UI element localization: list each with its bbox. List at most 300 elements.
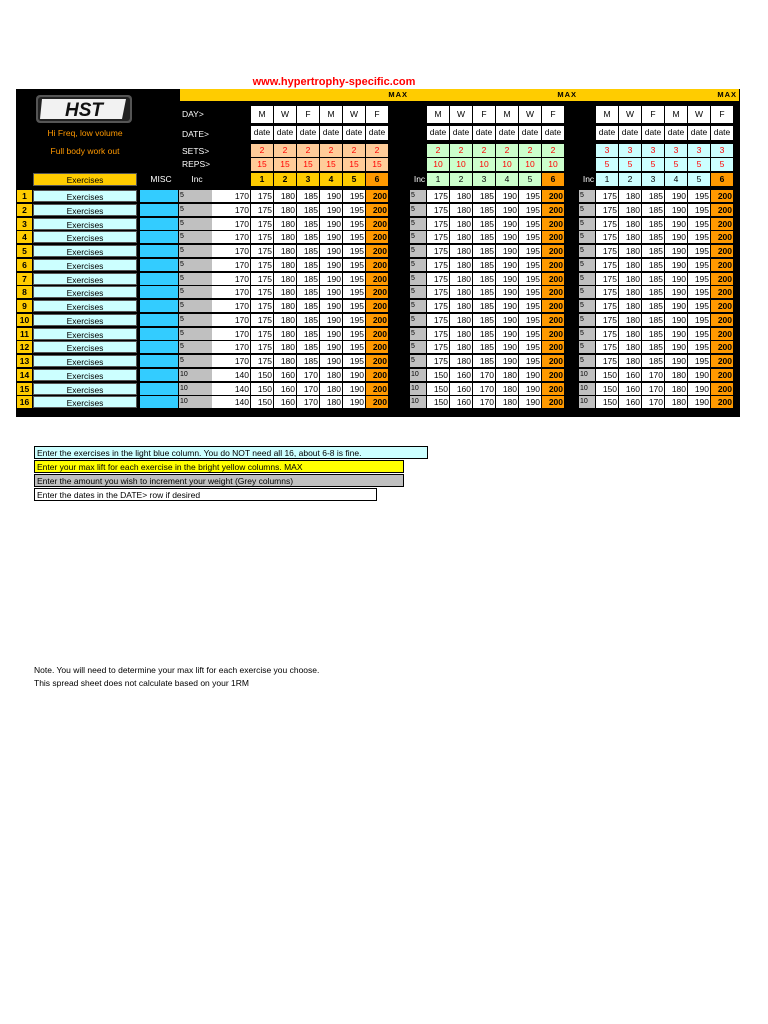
weight-cell-block-3[interactable]: 200 bbox=[711, 369, 733, 381]
weight-cell-block-2[interactable]: 175 bbox=[427, 204, 449, 216]
misc-cell[interactable] bbox=[140, 383, 178, 395]
weight-cell[interactable]: 185 bbox=[297, 259, 319, 271]
weight-cell-block-3[interactable]: 175 bbox=[596, 328, 618, 340]
exercise-name-cell[interactable]: Exercises bbox=[33, 328, 137, 340]
weight-cell-block-2[interactable]: 200 bbox=[542, 204, 564, 216]
weight-cell-block-2[interactable]: 190 bbox=[496, 300, 518, 312]
weight-cell-block-3[interactable]: 185 bbox=[642, 259, 664, 271]
weight-cell[interactable]: 185 bbox=[297, 204, 319, 216]
weight-cell-block-3[interactable]: 175 bbox=[596, 273, 618, 285]
weight-cell-block-2[interactable]: 160 bbox=[450, 383, 472, 395]
weight-cell-block-2[interactable]: 185 bbox=[473, 273, 495, 285]
increment-cell[interactable]: 5 bbox=[179, 341, 212, 353]
reps-cell[interactable]: 15 bbox=[343, 158, 365, 171]
weight-cell-block-2[interactable]: 195 bbox=[519, 190, 541, 202]
weight-cell-block-3[interactable]: 180 bbox=[619, 286, 641, 298]
date-cell[interactable]: date bbox=[297, 126, 319, 140]
weight-cell-block-2[interactable]: 180 bbox=[450, 355, 472, 367]
misc-cell[interactable] bbox=[140, 286, 178, 298]
weight-cell-block-2[interactable]: 150 bbox=[427, 369, 449, 381]
increment-cell[interactable]: 5 bbox=[179, 245, 212, 257]
weight-cell-block-3[interactable]: 175 bbox=[596, 286, 618, 298]
sets-cell[interactable]: 2 bbox=[450, 144, 472, 157]
weight-cell-block-3[interactable]: 175 bbox=[596, 341, 618, 353]
weight-cell-block-2[interactable]: 185 bbox=[473, 328, 495, 340]
weight-cell-block-3[interactable]: 195 bbox=[688, 190, 710, 202]
misc-cell[interactable] bbox=[140, 341, 178, 353]
increment-cell[interactable]: 10 bbox=[179, 396, 212, 408]
weight-cell-block-2[interactable]: 190 bbox=[496, 245, 518, 257]
misc-cell[interactable] bbox=[140, 396, 178, 408]
weight-cell-block-3[interactable]: 170 bbox=[642, 396, 664, 408]
weight-cell-block-2[interactable]: 170 bbox=[473, 396, 495, 408]
weight-cell[interactable]: 175 bbox=[251, 231, 273, 243]
weight-cell-block-2[interactable]: 185 bbox=[473, 190, 495, 202]
weight-cell-block-3[interactable]: 195 bbox=[688, 314, 710, 326]
increment-cell-block-3[interactable]: 10 bbox=[579, 396, 595, 408]
exercise-name-cell[interactable]: Exercises bbox=[33, 383, 137, 395]
increment-cell-block-2[interactable]: 5 bbox=[410, 245, 426, 257]
date-cell[interactable]: date bbox=[450, 126, 472, 140]
date-cell[interactable]: date bbox=[519, 126, 541, 140]
weight-cell-block-2[interactable]: 195 bbox=[519, 218, 541, 230]
weight-cell[interactable]: 195 bbox=[343, 286, 365, 298]
weight-cell[interactable]: 160 bbox=[274, 383, 296, 395]
weight-cell-block-2[interactable]: 180 bbox=[450, 328, 472, 340]
reps-cell[interactable]: 10 bbox=[542, 158, 564, 171]
weight-cell-block-3[interactable]: 150 bbox=[596, 369, 618, 381]
weight-cell[interactable]: 140 bbox=[212, 396, 250, 408]
weight-cell-block-3[interactable]: 180 bbox=[665, 383, 687, 395]
increment-cell-block-2[interactable]: 5 bbox=[410, 190, 426, 202]
weight-cell-block-3[interactable]: 200 bbox=[711, 300, 733, 312]
weight-cell-block-2[interactable]: 200 bbox=[542, 314, 564, 326]
weight-cell-block-2[interactable]: 185 bbox=[473, 341, 495, 353]
increment-cell-block-3[interactable]: 5 bbox=[579, 341, 595, 353]
weight-cell-block-2[interactable]: 180 bbox=[450, 190, 472, 202]
weight-cell[interactable]: 195 bbox=[343, 300, 365, 312]
reps-cell[interactable]: 10 bbox=[519, 158, 541, 171]
increment-cell[interactable]: 5 bbox=[179, 328, 212, 340]
reps-cell[interactable]: 5 bbox=[619, 158, 641, 171]
increment-cell-block-2[interactable]: 5 bbox=[410, 328, 426, 340]
weight-cell-block-3[interactable]: 195 bbox=[688, 286, 710, 298]
sets-cell[interactable]: 3 bbox=[665, 144, 687, 157]
increment-cell-block-3[interactable]: 5 bbox=[579, 245, 595, 257]
weight-cell[interactable]: 185 bbox=[297, 314, 319, 326]
weight-cell-block-2[interactable]: 190 bbox=[496, 355, 518, 367]
weight-cell[interactable]: 180 bbox=[274, 314, 296, 326]
weight-cell[interactable]: 190 bbox=[320, 218, 342, 230]
weight-cell-block-2[interactable]: 200 bbox=[542, 300, 564, 312]
weight-cell-block-2[interactable]: 170 bbox=[473, 383, 495, 395]
weight-cell-block-3[interactable]: 200 bbox=[711, 341, 733, 353]
increment-cell[interactable]: 5 bbox=[179, 204, 212, 216]
increment-cell-block-3[interactable]: 5 bbox=[579, 273, 595, 285]
weight-cell[interactable]: 185 bbox=[297, 355, 319, 367]
weight-cell-block-3[interactable]: 185 bbox=[642, 286, 664, 298]
weight-cell-block-2[interactable]: 180 bbox=[450, 273, 472, 285]
weight-cell[interactable]: 140 bbox=[212, 383, 250, 395]
weight-cell-block-2[interactable]: 190 bbox=[496, 259, 518, 271]
reps-cell[interactable]: 15 bbox=[274, 158, 296, 171]
weight-cell-block-3[interactable]: 190 bbox=[665, 328, 687, 340]
sets-cell[interactable]: 3 bbox=[596, 144, 618, 157]
increment-cell-block-2[interactable]: 5 bbox=[410, 218, 426, 230]
weight-cell-block-2[interactable]: 175 bbox=[427, 190, 449, 202]
weight-cell[interactable]: 185 bbox=[297, 218, 319, 230]
weight-cell-block-3[interactable]: 150 bbox=[596, 383, 618, 395]
increment-cell-block-3[interactable]: 10 bbox=[579, 369, 595, 381]
reps-cell[interactable]: 5 bbox=[642, 158, 664, 171]
weight-cell[interactable]: 190 bbox=[320, 300, 342, 312]
weight-cell-block-2[interactable]: 175 bbox=[427, 218, 449, 230]
weight-cell-block-2[interactable]: 175 bbox=[427, 286, 449, 298]
weight-cell-block-3[interactable]: 185 bbox=[642, 300, 664, 312]
weight-cell[interactable]: 175 bbox=[251, 300, 273, 312]
weight-cell-block-2[interactable]: 190 bbox=[496, 328, 518, 340]
weight-cell-block-3[interactable]: 190 bbox=[665, 245, 687, 257]
weight-cell-block-2[interactable]: 200 bbox=[542, 355, 564, 367]
exercise-name-cell[interactable]: Exercises bbox=[33, 341, 137, 353]
weight-cell[interactable]: 175 bbox=[251, 328, 273, 340]
reps-cell[interactable]: 5 bbox=[711, 158, 733, 171]
weight-cell[interactable]: 200 bbox=[366, 341, 388, 353]
weight-cell-block-3[interactable]: 185 bbox=[642, 245, 664, 257]
increment-cell-block-3[interactable]: 5 bbox=[579, 190, 595, 202]
weight-cell-block-2[interactable]: 180 bbox=[450, 218, 472, 230]
weight-cell[interactable]: 185 bbox=[297, 190, 319, 202]
weight-cell[interactable]: 150 bbox=[251, 383, 273, 395]
weight-cell-block-3[interactable]: 170 bbox=[642, 383, 664, 395]
exercise-name-cell[interactable]: Exercises bbox=[33, 369, 137, 381]
exercise-name-cell[interactable]: Exercises bbox=[33, 355, 137, 367]
weight-cell[interactable]: 185 bbox=[297, 273, 319, 285]
weight-cell-block-3[interactable]: 195 bbox=[688, 273, 710, 285]
weight-cell-block-2[interactable]: 200 bbox=[542, 231, 564, 243]
weight-cell[interactable]: 170 bbox=[212, 328, 250, 340]
weight-cell-block-3[interactable]: 175 bbox=[596, 231, 618, 243]
weight-cell-block-2[interactable]: 185 bbox=[473, 355, 495, 367]
exercise-name-cell[interactable]: Exercises bbox=[33, 259, 137, 271]
increment-cell-block-2[interactable]: 10 bbox=[410, 369, 426, 381]
weight-cell-block-2[interactable]: 195 bbox=[519, 245, 541, 257]
weight-cell[interactable]: 195 bbox=[343, 231, 365, 243]
misc-cell[interactable] bbox=[140, 273, 178, 285]
reps-cell[interactable]: 10 bbox=[427, 158, 449, 171]
misc-cell[interactable] bbox=[140, 245, 178, 257]
weight-cell-block-3[interactable]: 175 bbox=[596, 314, 618, 326]
weight-cell-block-3[interactable]: 185 bbox=[642, 355, 664, 367]
weight-cell-block-3[interactable]: 170 bbox=[642, 369, 664, 381]
weight-cell-block-2[interactable]: 200 bbox=[542, 369, 564, 381]
weight-cell-block-3[interactable]: 190 bbox=[665, 355, 687, 367]
weight-cell-block-3[interactable]: 190 bbox=[665, 204, 687, 216]
weight-cell-block-2[interactable]: 200 bbox=[542, 286, 564, 298]
weight-cell[interactable]: 180 bbox=[274, 190, 296, 202]
sets-cell[interactable]: 3 bbox=[688, 144, 710, 157]
weight-cell-block-2[interactable]: 185 bbox=[473, 259, 495, 271]
weight-cell-block-3[interactable]: 185 bbox=[642, 190, 664, 202]
weight-cell-block-3[interactable]: 200 bbox=[711, 383, 733, 395]
weight-cell[interactable]: 170 bbox=[212, 341, 250, 353]
weight-cell[interactable]: 175 bbox=[251, 204, 273, 216]
exercise-name-cell[interactable]: Exercises bbox=[33, 286, 137, 298]
reps-cell[interactable]: 10 bbox=[473, 158, 495, 171]
weight-cell-block-3[interactable]: 185 bbox=[642, 204, 664, 216]
weight-cell-block-2[interactable]: 200 bbox=[542, 259, 564, 271]
weight-cell-block-3[interactable]: 190 bbox=[665, 286, 687, 298]
reps-cell[interactable]: 10 bbox=[450, 158, 472, 171]
weight-cell[interactable]: 150 bbox=[251, 396, 273, 408]
date-cell[interactable]: date bbox=[619, 126, 641, 140]
increment-cell-block-2[interactable]: 5 bbox=[410, 300, 426, 312]
date-cell[interactable]: date bbox=[343, 126, 365, 140]
increment-cell-block-3[interactable]: 5 bbox=[579, 286, 595, 298]
weight-cell-block-2[interactable]: 195 bbox=[519, 328, 541, 340]
date-cell[interactable]: date bbox=[473, 126, 495, 140]
weight-cell-block-2[interactable]: 175 bbox=[427, 328, 449, 340]
increment-cell-block-3[interactable]: 5 bbox=[579, 259, 595, 271]
weight-cell[interactable]: 180 bbox=[274, 341, 296, 353]
weight-cell[interactable]: 190 bbox=[343, 396, 365, 408]
weight-cell-block-2[interactable]: 175 bbox=[427, 300, 449, 312]
weight-cell[interactable]: 140 bbox=[212, 369, 250, 381]
reps-cell[interactable]: 15 bbox=[251, 158, 273, 171]
weight-cell-block-3[interactable]: 185 bbox=[642, 231, 664, 243]
weight-cell-block-2[interactable]: 195 bbox=[519, 286, 541, 298]
weight-cell[interactable]: 195 bbox=[343, 245, 365, 257]
weight-cell-block-2[interactable]: 175 bbox=[427, 231, 449, 243]
weight-cell-block-3[interactable]: 180 bbox=[619, 300, 641, 312]
misc-cell[interactable] bbox=[140, 231, 178, 243]
weight-cell[interactable]: 170 bbox=[212, 273, 250, 285]
weight-cell[interactable]: 200 bbox=[366, 273, 388, 285]
increment-cell-block-3[interactable]: 5 bbox=[579, 328, 595, 340]
weight-cell-block-3[interactable]: 185 bbox=[642, 314, 664, 326]
weight-cell-block-3[interactable]: 185 bbox=[642, 341, 664, 353]
date-cell[interactable]: date bbox=[251, 126, 273, 140]
weight-cell-block-2[interactable]: 160 bbox=[450, 396, 472, 408]
weight-cell-block-3[interactable]: 185 bbox=[642, 273, 664, 285]
weight-cell[interactable]: 195 bbox=[343, 218, 365, 230]
misc-cell[interactable] bbox=[140, 204, 178, 216]
weight-cell-block-2[interactable]: 195 bbox=[519, 314, 541, 326]
weight-cell-block-3[interactable]: 180 bbox=[665, 369, 687, 381]
sets-cell[interactable]: 2 bbox=[251, 144, 273, 157]
weight-cell-block-3[interactable]: 200 bbox=[711, 190, 733, 202]
weight-cell-block-3[interactable]: 160 bbox=[619, 383, 641, 395]
weight-cell-block-3[interactable]: 190 bbox=[665, 300, 687, 312]
date-cell[interactable]: date bbox=[366, 126, 388, 140]
weight-cell-block-3[interactable]: 185 bbox=[642, 328, 664, 340]
weight-cell-block-2[interactable]: 190 bbox=[496, 231, 518, 243]
weight-cell[interactable]: 200 bbox=[366, 314, 388, 326]
exercise-name-cell[interactable]: Exercises bbox=[33, 273, 137, 285]
increment-cell[interactable]: 5 bbox=[179, 273, 212, 285]
weight-cell-block-3[interactable]: 175 bbox=[596, 355, 618, 367]
site-url[interactable]: www.hypertrophy-specific.com bbox=[252, 76, 416, 88]
weight-cell-block-2[interactable]: 190 bbox=[496, 204, 518, 216]
date-cell[interactable]: date bbox=[711, 126, 733, 140]
weight-cell-block-2[interactable]: 190 bbox=[496, 273, 518, 285]
increment-cell-block-2[interactable]: 5 bbox=[410, 314, 426, 326]
weight-cell-block-3[interactable]: 175 bbox=[596, 300, 618, 312]
weight-cell[interactable]: 185 bbox=[297, 286, 319, 298]
sets-cell[interactable]: 2 bbox=[542, 144, 564, 157]
misc-cell[interactable] bbox=[140, 300, 178, 312]
exercise-name-cell[interactable]: Exercises bbox=[33, 314, 137, 326]
weight-cell-block-3[interactable]: 180 bbox=[619, 355, 641, 367]
weight-cell-block-2[interactable]: 190 bbox=[519, 369, 541, 381]
weight-cell-block-2[interactable]: 175 bbox=[427, 314, 449, 326]
date-cell[interactable]: date bbox=[596, 126, 618, 140]
weight-cell[interactable]: 195 bbox=[343, 190, 365, 202]
reps-cell[interactable]: 10 bbox=[496, 158, 518, 171]
weight-cell-block-3[interactable]: 175 bbox=[596, 245, 618, 257]
weight-cell-block-2[interactable]: 185 bbox=[473, 204, 495, 216]
weight-cell[interactable]: 195 bbox=[343, 314, 365, 326]
weight-cell-block-2[interactable]: 190 bbox=[519, 383, 541, 395]
date-cell[interactable]: date bbox=[665, 126, 687, 140]
weight-cell[interactable]: 180 bbox=[320, 383, 342, 395]
weight-cell[interactable]: 180 bbox=[274, 259, 296, 271]
weight-cell-block-2[interactable]: 195 bbox=[519, 355, 541, 367]
weight-cell[interactable]: 190 bbox=[320, 259, 342, 271]
weight-cell[interactable]: 170 bbox=[212, 286, 250, 298]
weight-cell-block-3[interactable]: 200 bbox=[711, 314, 733, 326]
weight-cell-block-3[interactable]: 180 bbox=[619, 341, 641, 353]
weight-cell-block-2[interactable]: 190 bbox=[496, 190, 518, 202]
misc-cell[interactable] bbox=[140, 218, 178, 230]
misc-cell[interactable] bbox=[140, 190, 178, 202]
date-cell[interactable]: date bbox=[320, 126, 342, 140]
increment-cell-block-2[interactable]: 10 bbox=[410, 383, 426, 395]
weight-cell-block-2[interactable]: 185 bbox=[473, 245, 495, 257]
weight-cell[interactable]: 175 bbox=[251, 259, 273, 271]
sets-cell[interactable]: 3 bbox=[619, 144, 641, 157]
weight-cell-block-2[interactable]: 200 bbox=[542, 341, 564, 353]
weight-cell-block-3[interactable]: 180 bbox=[619, 314, 641, 326]
weight-cell-block-2[interactable]: 170 bbox=[473, 369, 495, 381]
increment-cell-block-2[interactable]: 5 bbox=[410, 204, 426, 216]
increment-cell[interactable]: 10 bbox=[179, 369, 212, 381]
weight-cell[interactable]: 170 bbox=[212, 218, 250, 230]
weight-cell[interactable]: 180 bbox=[274, 286, 296, 298]
weight-cell-block-3[interactable]: 195 bbox=[688, 231, 710, 243]
weight-cell[interactable]: 190 bbox=[320, 273, 342, 285]
date-cell[interactable]: date bbox=[274, 126, 296, 140]
weight-cell-block-3[interactable]: 200 bbox=[711, 273, 733, 285]
weight-cell[interactable]: 175 bbox=[251, 273, 273, 285]
weight-cell-block-3[interactable]: 180 bbox=[665, 396, 687, 408]
increment-cell-block-2[interactable]: 5 bbox=[410, 231, 426, 243]
increment-cell-block-3[interactable]: 5 bbox=[579, 204, 595, 216]
weight-cell-block-2[interactable]: 175 bbox=[427, 355, 449, 367]
increment-cell[interactable]: 5 bbox=[179, 300, 212, 312]
weight-cell-block-2[interactable]: 190 bbox=[519, 396, 541, 408]
weight-cell[interactable]: 200 bbox=[366, 369, 388, 381]
misc-cell[interactable] bbox=[140, 369, 178, 381]
weight-cell[interactable]: 170 bbox=[297, 369, 319, 381]
weight-cell[interactable]: 190 bbox=[320, 328, 342, 340]
increment-cell-block-3[interactable]: 5 bbox=[579, 218, 595, 230]
weight-cell[interactable]: 150 bbox=[251, 369, 273, 381]
increment-cell-block-3[interactable]: 5 bbox=[579, 355, 595, 367]
weight-cell[interactable]: 175 bbox=[251, 314, 273, 326]
reps-cell[interactable]: 15 bbox=[366, 158, 388, 171]
weight-cell-block-2[interactable]: 175 bbox=[427, 273, 449, 285]
sets-cell[interactable]: 2 bbox=[274, 144, 296, 157]
weight-cell-block-2[interactable]: 180 bbox=[496, 396, 518, 408]
weight-cell-block-2[interactable]: 200 bbox=[542, 245, 564, 257]
misc-cell[interactable] bbox=[140, 259, 178, 271]
weight-cell-block-3[interactable]: 160 bbox=[619, 369, 641, 381]
reps-cell[interactable]: 15 bbox=[320, 158, 342, 171]
weight-cell-block-3[interactable]: 195 bbox=[688, 259, 710, 271]
weight-cell-block-2[interactable]: 200 bbox=[542, 273, 564, 285]
weight-cell-block-2[interactable]: 200 bbox=[542, 396, 564, 408]
weight-cell[interactable]: 195 bbox=[343, 273, 365, 285]
weight-cell[interactable]: 170 bbox=[297, 383, 319, 395]
misc-cell[interactable] bbox=[140, 314, 178, 326]
weight-cell-block-3[interactable]: 190 bbox=[665, 259, 687, 271]
weight-cell-block-2[interactable]: 190 bbox=[496, 341, 518, 353]
sets-cell[interactable]: 3 bbox=[642, 144, 664, 157]
weight-cell[interactable]: 175 bbox=[251, 286, 273, 298]
weight-cell-block-3[interactable]: 200 bbox=[711, 286, 733, 298]
weight-cell-block-3[interactable]: 190 bbox=[665, 218, 687, 230]
weight-cell-block-2[interactable]: 195 bbox=[519, 204, 541, 216]
date-cell[interactable]: date bbox=[542, 126, 564, 140]
weight-cell[interactable]: 175 bbox=[251, 218, 273, 230]
weight-cell[interactable]: 170 bbox=[212, 314, 250, 326]
weight-cell[interactable]: 185 bbox=[297, 231, 319, 243]
weight-cell[interactable]: 200 bbox=[366, 300, 388, 312]
weight-cell[interactable]: 170 bbox=[212, 245, 250, 257]
weight-cell-block-3[interactable]: 180 bbox=[619, 245, 641, 257]
weight-cell-block-2[interactable]: 175 bbox=[427, 259, 449, 271]
sets-cell[interactable]: 2 bbox=[519, 144, 541, 157]
weight-cell-block-3[interactable]: 195 bbox=[688, 218, 710, 230]
weight-cell-block-3[interactable]: 175 bbox=[596, 259, 618, 271]
weight-cell[interactable]: 190 bbox=[320, 314, 342, 326]
weight-cell-block-3[interactable]: 200 bbox=[711, 245, 733, 257]
sets-cell[interactable]: 2 bbox=[427, 144, 449, 157]
weight-cell-block-3[interactable]: 180 bbox=[619, 190, 641, 202]
weight-cell-block-2[interactable]: 160 bbox=[450, 369, 472, 381]
sets-cell[interactable]: 2 bbox=[473, 144, 495, 157]
weight-cell-block-3[interactable]: 200 bbox=[711, 259, 733, 271]
date-cell[interactable]: date bbox=[496, 126, 518, 140]
date-cell[interactable]: date bbox=[642, 126, 664, 140]
weight-cell-block-3[interactable]: 195 bbox=[688, 355, 710, 367]
weight-cell[interactable]: 200 bbox=[366, 328, 388, 340]
weight-cell[interactable]: 190 bbox=[343, 383, 365, 395]
exercise-name-cell[interactable]: Exercises bbox=[33, 300, 137, 312]
weight-cell-block-2[interactable]: 200 bbox=[542, 218, 564, 230]
weight-cell-block-3[interactable]: 195 bbox=[688, 245, 710, 257]
increment-cell-block-3[interactable]: 5 bbox=[579, 300, 595, 312]
exercise-name-cell[interactable]: Exercises bbox=[33, 396, 137, 408]
weight-cell-block-3[interactable]: 190 bbox=[665, 341, 687, 353]
weight-cell[interactable]: 180 bbox=[274, 245, 296, 257]
reps-cell[interactable]: 5 bbox=[688, 158, 710, 171]
sets-cell[interactable]: 2 bbox=[496, 144, 518, 157]
weight-cell[interactable]: 190 bbox=[320, 341, 342, 353]
weight-cell-block-3[interactable]: 175 bbox=[596, 218, 618, 230]
weight-cell[interactable]: 175 bbox=[251, 355, 273, 367]
